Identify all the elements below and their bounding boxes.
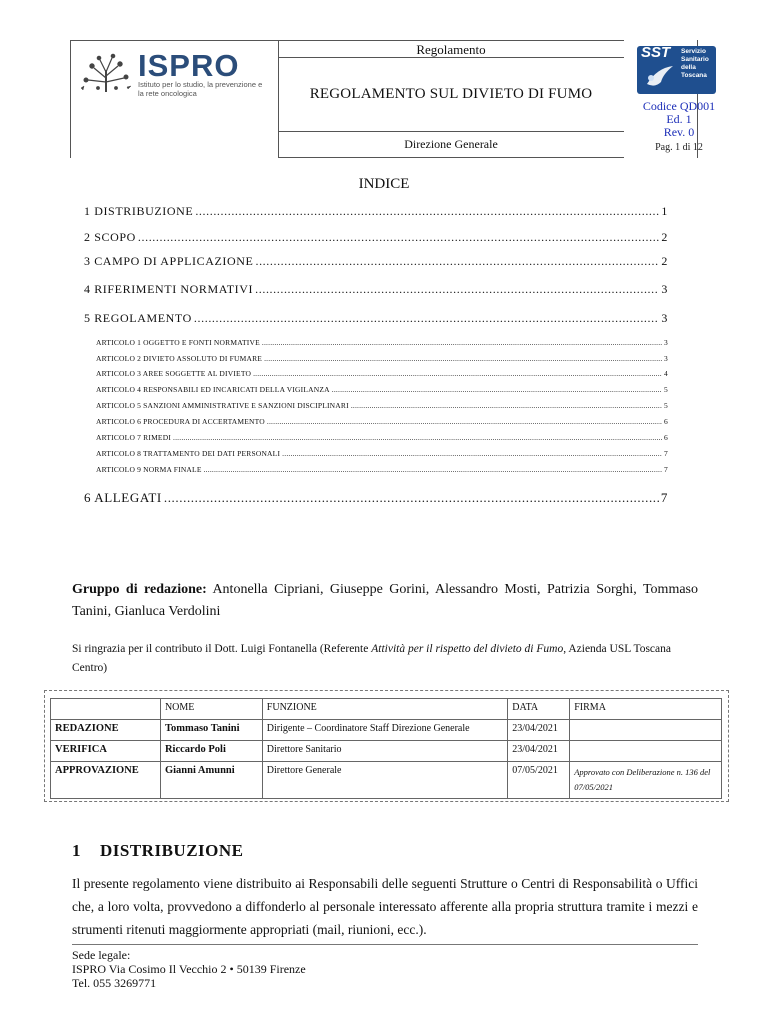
- footer-divider: [72, 944, 698, 945]
- table-header-row: [51, 699, 722, 720]
- section-number: 1: [72, 841, 81, 860]
- toc-subentry[interactable]: ARTICOLO 2 DIVIETO ASSOLUTO DI FUMARE ..... 3: [96, 354, 668, 363]
- editorial-group: [72, 579, 698, 623]
- table-cell-date: 23/04/2021: [508, 720, 570, 741]
- ispro-logo-name: ISPRO: [138, 48, 240, 83]
- table-cell-function: Direttore Sanitario: [262, 741, 507, 762]
- editorial-group-label: Gruppo di redazione:: [72, 582, 207, 597]
- toc-subentry[interactable]: ARTICOLO 8 TRATTAMENTO DEI DATI PERSONALI ..... 7: [96, 449, 668, 458]
- document-revision: Rev. 0: [663, 125, 695, 139]
- acknowledgement: Si ringrazia per il contributo il Dott. Luigi Fontanella (Referente Attività per il rispetto del divieto di Fumo, Azienda USL Toscana Centro): [72, 643, 671, 674]
- table-header-cell: [51, 699, 161, 720]
- editorial-group-members: Antonella Cipriani, Giuseppe Gorini, Alessandro Mosti, Patrizia Sorghi, Tommaso Tanini, Gianluca Verdolini: [72, 582, 698, 619]
- table-header-cell: FIRMA: [570, 699, 722, 720]
- toc-subentry[interactable]: ARTICOLO 3 AREE SOGGETTE AL DIVIETO ..... 4: [96, 369, 668, 378]
- table-cell-role: VERIFICA: [51, 741, 161, 762]
- toc-entry[interactable]: 2 SCOPO ..... 2: [84, 230, 668, 245]
- section-title: DISTRIBUZIONE: [100, 841, 244, 860]
- sst-logo-mark: SST: [641, 44, 671, 61]
- footer-line: Sede legale:: [72, 948, 131, 962]
- table-cell-name: Tommaso Tanini: [160, 720, 262, 741]
- table-row: [51, 762, 722, 799]
- toc-subentry[interactable]: ARTICOLO 4 RESPONSABILI ED INCARICATI DELLA VIGILANZA ..... 5: [96, 385, 668, 394]
- table-header-cell: FUNZIONE: [262, 699, 507, 720]
- toc-entry[interactable]: 5 REGOLAMENTO ..... 3: [84, 311, 668, 326]
- document-department: Direzione Generale: [404, 137, 498, 151]
- document-code-block: [630, 100, 728, 139]
- document-edition: Ed. 1: [666, 112, 692, 126]
- table-cell-date: 23/04/2021: [508, 741, 570, 762]
- toc-subentry[interactable]: ARTICOLO 7 RIMEDI ..... 6: [96, 433, 668, 442]
- toc-entry[interactable]: 4 RIFERIMENTI NORMATIVI ..... 3: [84, 282, 668, 297]
- toc-subentry[interactable]: ARTICOLO 1 OGGETTO E FONTI NORMATIVE ..... 3: [96, 338, 668, 347]
- footer-address: ISPRO Via Cosimo Il Vecchio 2 • 50139 Firenze: [72, 962, 306, 976]
- table-cell-signature: Approvato con Deliberazione n. 136 del 07/05/2021: [570, 762, 722, 799]
- document-code: Codice QD001: [642, 99, 716, 113]
- sst-bird-icon: [643, 62, 677, 92]
- header-divider: [278, 131, 624, 132]
- table-cell-signature: [570, 720, 722, 741]
- table-row: [51, 720, 722, 741]
- toc-subentry[interactable]: ARTICOLO 6 PROCEDURA DI ACCERTAMENTO ..... 6: [96, 417, 668, 426]
- section-body: Il presente regolamento viene distribuito ai Responsabili delle seguenti Strutture o Centri di Responsabilità o Uffici che, a loro volta, provvedono a diffonderlo al personale interessato afferente alla propria struttura tramite i mezzi e strumenti ritenuti maggiormente appropriati (mail, riunioni, ecc.).: [72, 876, 698, 937]
- table-header-cell: DATA: [508, 699, 570, 720]
- toc-entry[interactable]: 6 ALLEGATI ..... 7: [84, 490, 668, 506]
- toc-subentry[interactable]: ARTICOLO 5 SANZIONI AMMINISTRATIVE E SANZIONI DISCIPLINARI ..... 5: [96, 401, 668, 410]
- toc-subentry[interactable]: ARTICOLO 9 NORMA FINALE ..... 7: [96, 465, 668, 474]
- table-row: [51, 741, 722, 762]
- sst-logo-text: Servizio Sanitario della Toscana: [681, 48, 709, 79]
- table-cell-signature: [570, 741, 722, 762]
- header-border: [278, 157, 624, 158]
- page-number: Pag. 1 di 12: [655, 142, 703, 153]
- index-heading: INDICE: [358, 176, 410, 192]
- footer-phone: Tel. 055 3269771: [72, 976, 157, 990]
- header-border: [278, 40, 624, 41]
- document-title: REGOLAMENTO SUL DIVIETO DI FUMO: [309, 86, 593, 102]
- document-type: Regolamento: [416, 42, 486, 57]
- ispro-logo-subtitle: Istituto per lo studio, la prevenzione e la rete oncologica: [138, 80, 263, 98]
- approval-table: [50, 698, 722, 799]
- table-cell-function: Direttore Generale: [262, 762, 507, 799]
- table-cell-name: Riccardo Poli: [160, 741, 262, 762]
- table-cell-role: REDAZIONE: [51, 720, 161, 741]
- toc-entry[interactable]: 1 DISTRIBUZIONE ..... 1: [84, 204, 668, 219]
- table-cell-name: Gianni Amunni: [160, 762, 262, 799]
- table-header-cell: NOME: [160, 699, 262, 720]
- table-cell-function: Dirigente – Coordinatore Staff Direzione Generale: [262, 720, 507, 741]
- table-cell-role: APPROVAZIONE: [51, 762, 161, 799]
- table-cell-date: 07/05/2021: [508, 762, 570, 799]
- section-heading: [72, 841, 244, 861]
- toc-entry[interactable]: 3 CAMPO DI APPLICAZIONE ..... 2: [84, 254, 668, 269]
- ispro-tree-logo-icon: [80, 52, 132, 94]
- footer: [72, 948, 306, 990]
